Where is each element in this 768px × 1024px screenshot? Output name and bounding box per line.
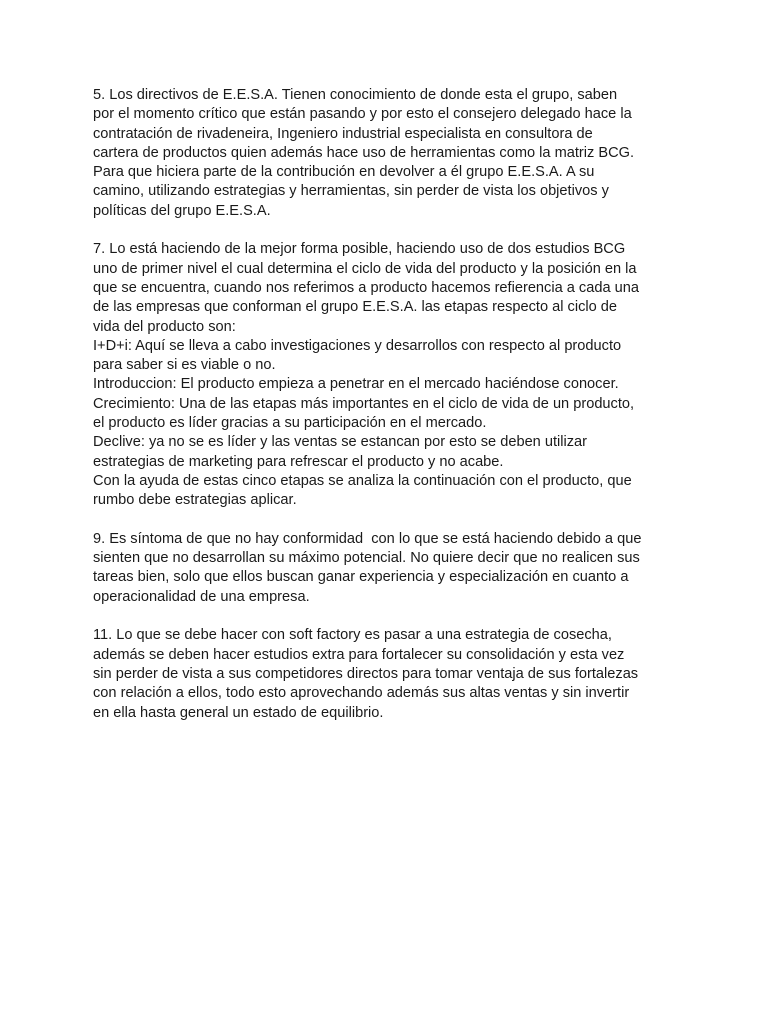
text-line: uno de primer nivel el cual determina el ciclo de vida del producto y la posición en la (93, 260, 637, 277)
text-line: camino, utilizando estrategias y herramientas, sin perder de vista los objetivos y (93, 183, 609, 200)
text-line: 7. Lo está haciendo de la mejor forma posible, haciendo uso de dos estudios BCG (93, 241, 626, 258)
text-line: Con la ayuda de estas cinco etapas se analiza la continuación con el producto, que (93, 472, 632, 489)
text-line: que se encuentra, cuando nos referimos a producto hacemos refierencia a cada una (93, 279, 639, 296)
answer-5-paragraph (93, 86, 693, 221)
text-line: sin perder de vista a sus competidores directos para tomar ventaja de sus fortalezas (93, 665, 639, 682)
document-body (93, 86, 693, 742)
text-line: I+D+i: Aquí se lleva a cabo investigaciones y desarrollos con respecto al producto (93, 337, 622, 354)
text-line: por el momento crítico que están pasando y por esto el consejero delegado hace la (93, 106, 632, 123)
answer-9-paragraph (93, 530, 693, 607)
text-line: vida del producto son: (93, 318, 236, 335)
text-line: Declive: ya no se es líder y las ventas se estancan por esto se deben utilizar (93, 434, 588, 451)
text-line: 9. Es síntoma de que no hay conformidad con lo que se está haciendo debido a que (93, 530, 642, 547)
text-line: además se deben hacer estudios extra para fortalecer su consolidación y esta vez (93, 646, 625, 663)
text-line: cartera de productos quien además hace uso de herramientas como la matriz BCG. (93, 144, 635, 161)
text-line: 11. Lo que se debe hacer con soft factory es pasar a una estrategia de cosecha, (93, 627, 612, 644)
text-line: tareas bien, solo que ellos buscan ganar experiencia y especialización en cuanto a (93, 569, 629, 586)
text-line: de las empresas que conforman el grupo E.E.S.A. las etapas respecto al ciclo de (93, 299, 618, 316)
text-line: contratación de rivadeneira, Ingeniero industrial especialista en consultora de (93, 125, 593, 142)
text-line: Crecimiento: Una de las etapas más importantes en el ciclo de vida de un producto, (93, 395, 635, 412)
answer-7-paragraph (93, 240, 693, 510)
text-line: rumbo debe estrategias aplicar. (93, 492, 297, 509)
text-line: con relación a ellos, todo esto aprovechando además sus altas ventas y sin invertir (93, 685, 630, 702)
text-line: 5. Los directivos de E.E.S.A. Tienen conocimiento de donde esta el grupo, saben (93, 87, 618, 103)
text-line: Para que hiciera parte de la contribución en devolver a él grupo E.E.S.A. A su (93, 164, 595, 181)
text-line: para saber si es viable o no. (93, 357, 276, 374)
text-line: Introduccion: El producto empieza a penetrar en el mercado haciéndose conocer. (93, 376, 619, 393)
text-line: estrategias de marketing para refrescar el producto y no acabe. (93, 453, 504, 470)
answer-11-paragraph (93, 626, 693, 722)
text-line: sienten que no desarrollan su máximo potencial. No quiere decir que no realicen sus (93, 550, 640, 567)
text-line: el producto es líder gracias a su participación en el mercado. (93, 415, 487, 432)
text-line: en ella hasta general un estado de equilibrio. (93, 704, 384, 721)
text-line: políticas del grupo E.E.S.A. (93, 202, 271, 219)
text-line: operacionalidad de una empresa. (93, 588, 310, 605)
